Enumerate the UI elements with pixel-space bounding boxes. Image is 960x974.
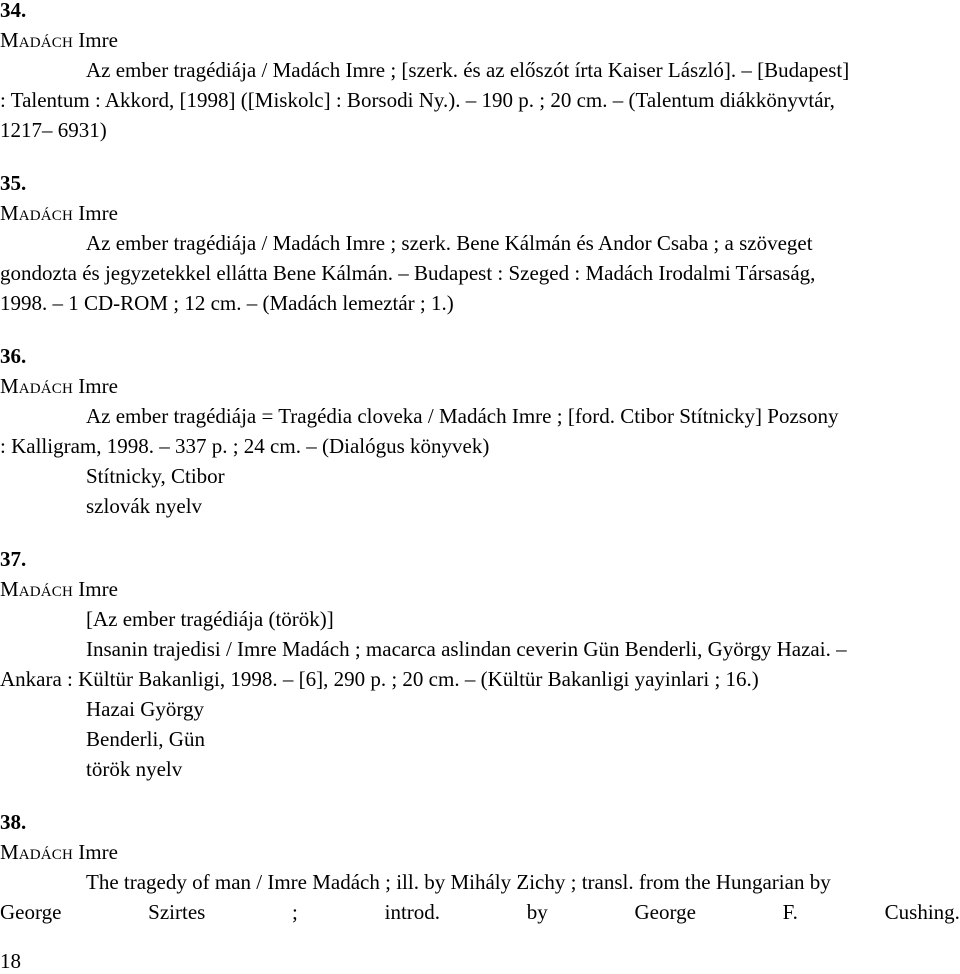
- justified-word: by: [526, 900, 548, 924]
- entry-text-line: The tragedy of man / Imre Madách ; ill. by Mihály Zichy ; transl. from the Hungarian by: [86, 870, 831, 894]
- justified-word: Szirtes: [148, 900, 206, 924]
- entry-text-line: Insanin trajedisi / Imre Madách ; macarca aslindan ceverin Gün Benderli, György Hazai. –: [86, 637, 847, 661]
- entry-author: MADÁCH Imre: [0, 840, 118, 864]
- entry-text-line: Az ember tragédiája / Madách Imre ; [szerk. és az előszót írta Kaiser László]. – [Budapest]: [86, 58, 850, 82]
- entry-number: 37.: [0, 547, 27, 571]
- justified-word: George: [0, 900, 62, 924]
- entry-text-line: Az ember tragédiája / Madách Imre ; szerk. Bene Kálmán és Andor Csaba ; a szöveget: [86, 231, 813, 255]
- entry-author: MADÁCH Imre: [0, 201, 118, 225]
- page-number: 18: [0, 949, 21, 973]
- entry-author: MADÁCH Imre: [0, 28, 118, 52]
- entry-text-line: : Talentum : Akkord, [1998] ([Miskolc] : Borsodi Ny.). – 190 p. ; 20 cm. – (Talentum diákkönyvtár,: [0, 88, 835, 112]
- entry-text-line: szlovák nyelv: [86, 494, 203, 518]
- entry-text-line-justified: [0, 900, 960, 924]
- entry-number: 35.: [0, 171, 27, 195]
- justified-word: George: [634, 900, 696, 924]
- entry-text-line: török nyelv: [86, 757, 183, 781]
- entry-text-line: 1998. – 1 CD-ROM ; 12 cm. – (Madách lemeztár ; 1.): [0, 291, 454, 315]
- justified-word: introd.: [384, 900, 441, 924]
- entry-text-line: [Az ember tragédiája (török)]: [86, 607, 334, 631]
- justified-word: ;: [292, 900, 298, 924]
- entry-text-line: Az ember tragédiája = Tragédia cloveka / Madách Imre ; [ford. Ctibor Stítnicky] Pozsony: [86, 404, 839, 428]
- entry-text-line: Ankara : Kültür Bakanligi, 1998. – [6], 290 p. ; 20 cm. – (Kültür Bakanligi yayinlari ; 16.): [0, 667, 759, 691]
- entry-author: MADÁCH Imre: [0, 374, 118, 398]
- entry-number: 34.: [0, 0, 27, 22]
- entry-author: MADÁCH Imre: [0, 577, 118, 601]
- entry-number: 36.: [0, 344, 27, 368]
- entry-number: 38.: [0, 810, 27, 834]
- entry-text-line: : Kalligram, 1998. – 337 p. ; 24 cm. – (Dialógus könyvek): [0, 434, 490, 458]
- entry-text-line: Hazai György: [86, 697, 204, 721]
- entry-text-line: gondozta és jegyzetekkel ellátta Bene Kálmán. – Budapest : Szeged : Madách Irodalmi Társaság,: [0, 261, 816, 285]
- entry-text-line: 1217– 6931): [0, 118, 107, 142]
- entry-text-line: Stítnicky, Ctibor: [86, 464, 225, 488]
- justified-word: F.: [782, 900, 798, 924]
- justified-word: Cushing.: [884, 900, 960, 924]
- entry-text-line: Benderli, Gün: [86, 727, 205, 751]
